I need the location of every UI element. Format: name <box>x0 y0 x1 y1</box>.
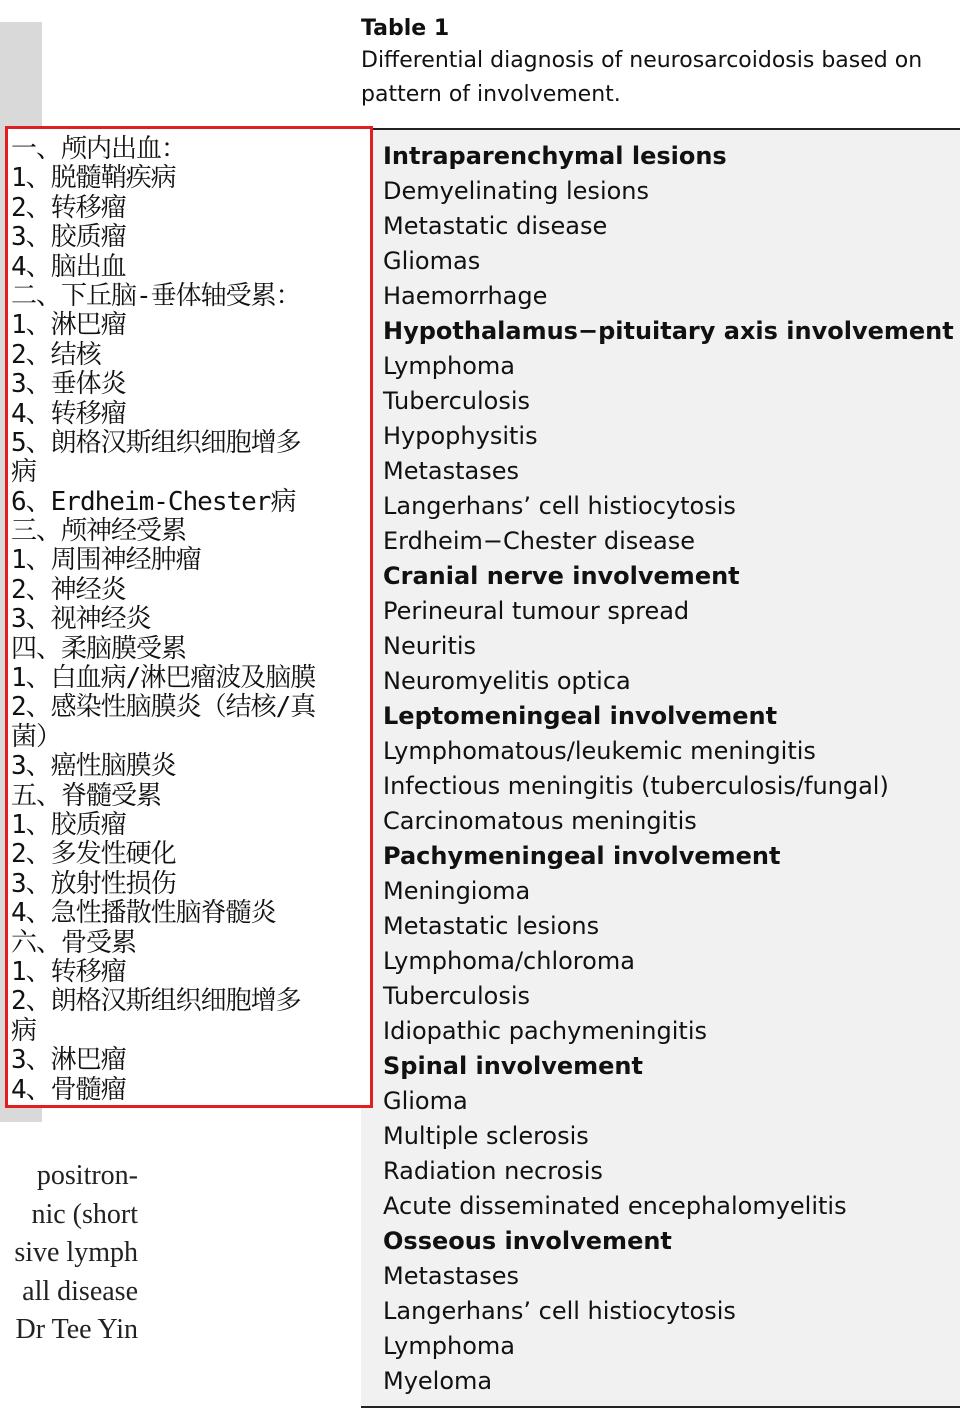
table-row: Infectious meningitis (tuberculosis/fungal) <box>383 772 889 800</box>
table-row: Langerhans’ cell histiocytosis <box>383 1297 736 1325</box>
table-row: Metastases <box>383 457 519 485</box>
translation-line: 4、转移瘤 <box>11 398 126 429</box>
differential-diagnosis-table <box>383 139 954 1399</box>
table-row: Lymphoma <box>383 1332 515 1360</box>
table-row: Demyelinating lesions <box>383 177 650 205</box>
translation-line: 2、神经炎 <box>11 574 126 605</box>
translation-list <box>11 135 315 1105</box>
translation-line: 4、急性播散性脑脊髓炎 <box>11 898 276 929</box>
chinese-translation-box <box>5 126 373 1108</box>
table-section-heading: Spinal involvement <box>383 1052 643 1080</box>
table-row: Glioma <box>383 1087 468 1115</box>
table-row: Hypophysitis <box>383 422 538 450</box>
table-row: Lymphoma/chloroma <box>383 947 635 975</box>
translation-line: 3、垂体炎 <box>11 369 126 400</box>
table-row: Metastatic lesions <box>383 912 600 940</box>
table-label: Table 1 <box>361 16 450 41</box>
table-caption-line: Differential diagnosis of neurosarcoidosis based on <box>361 48 923 73</box>
translation-line: 3、视神经炎 <box>11 604 151 635</box>
translation-line: 二、下丘脑-垂体轴受累： <box>11 280 301 311</box>
table-section-heading: Osseous involvement <box>383 1227 672 1255</box>
translation-line: 三、颅神经受累 <box>11 516 187 547</box>
table-section-heading: Hypothalamus−pituitary axis involvement <box>383 317 954 345</box>
translation-line: 1、胶质瘤 <box>11 809 126 840</box>
translation-line: 菌） <box>11 721 62 752</box>
table-caption-line: pattern of involvement. <box>361 82 621 107</box>
table-row: Erdheim−Chester disease <box>383 527 696 555</box>
table-row: Meningioma <box>383 877 531 905</box>
translation-line: 六、骨受累 <box>11 927 137 958</box>
body-text-fragment <box>0 1157 138 1350</box>
table-row: Acute disseminated encephalomyelitis <box>383 1192 847 1220</box>
table-row: Haemorrhage <box>383 282 548 310</box>
table-row: Tuberculosis <box>383 982 530 1010</box>
table-row: Myeloma <box>383 1367 493 1395</box>
table-row: Tuberculosis <box>383 387 530 415</box>
translation-line: 6、Erdheim-Chester病 <box>11 486 296 517</box>
table-row: Idiopathic pachymeningitis <box>383 1017 707 1045</box>
table-row: Multiple sclerosis <box>383 1122 589 1150</box>
translation-line: 1、白血病/淋巴瘤波及脑膜 <box>11 663 316 694</box>
body-text-line: Dr Tee Yin <box>15 1314 138 1346</box>
body-text-line: sive lymph <box>14 1237 138 1269</box>
translation-line: 病 <box>11 457 37 488</box>
table-row: Lymphomatous/leukemic meningitis <box>383 737 816 765</box>
table-section-heading: Pachymeningeal involvement <box>383 842 781 870</box>
table-row: Metastases <box>383 1262 519 1290</box>
table-row: Perineural tumour spread <box>383 597 690 625</box>
table-row: Neuromyelitis optica <box>383 667 631 695</box>
translation-line: 五、脊髓受累 <box>11 780 162 811</box>
body-text-line: nic (short <box>31 1198 138 1230</box>
table-row: Radiation necrosis <box>383 1157 603 1185</box>
table-row: Langerhans’ cell histiocytosis <box>383 492 736 520</box>
translation-line: 2、结核 <box>11 339 101 370</box>
translation-line: 1、周围神经肿瘤 <box>11 545 201 576</box>
translation-line: 病 <box>11 1015 37 1046</box>
translation-line: 5、朗格汉斯组织细胞增多 <box>11 427 301 458</box>
translation-line: 3、淋巴瘤 <box>11 1045 126 1076</box>
table-row: Gliomas <box>383 247 481 275</box>
table-section-heading: Leptomeningeal involvement <box>383 702 778 730</box>
translation-line: 1、转移瘤 <box>11 956 126 987</box>
translation-line: 3、放射性损伤 <box>11 868 176 899</box>
table-caption <box>361 14 960 112</box>
body-text-line: positron- <box>36 1160 138 1191</box>
translation-line: 4、脑出血 <box>11 251 126 282</box>
translation-line: 4、骨髓瘤 <box>11 1074 126 1105</box>
translation-line: 1、淋巴瘤 <box>11 310 126 341</box>
table-row: Carcinomatous meningitis <box>383 807 697 835</box>
table-row: Neuritis <box>383 632 477 660</box>
body-text-line: all disease <box>22 1275 138 1307</box>
table-section-heading: Cranial nerve involvement <box>383 562 740 590</box>
table-row: Lymphoma <box>383 352 515 380</box>
translation-line: 2、感染性脑膜炎（结核/真 <box>11 692 316 723</box>
translation-line: 四、柔脑膜受累 <box>11 633 187 664</box>
table-row: Metastatic disease <box>383 212 608 240</box>
translation-line: 2、朗格汉斯组织细胞增多 <box>11 986 301 1017</box>
translation-line: 2、转移瘤 <box>11 192 126 223</box>
translation-line: 2、多发性硬化 <box>11 839 176 870</box>
translation-line: 一、颅内出血： <box>11 134 187 164</box>
table-section-heading: Intraparenchymal lesions <box>383 142 727 170</box>
translation-line: 3、癌性脑膜炎 <box>11 751 176 782</box>
translation-line: 3、胶质瘤 <box>11 222 126 253</box>
translation-line: 1、脱髓鞘疾病 <box>11 163 176 194</box>
